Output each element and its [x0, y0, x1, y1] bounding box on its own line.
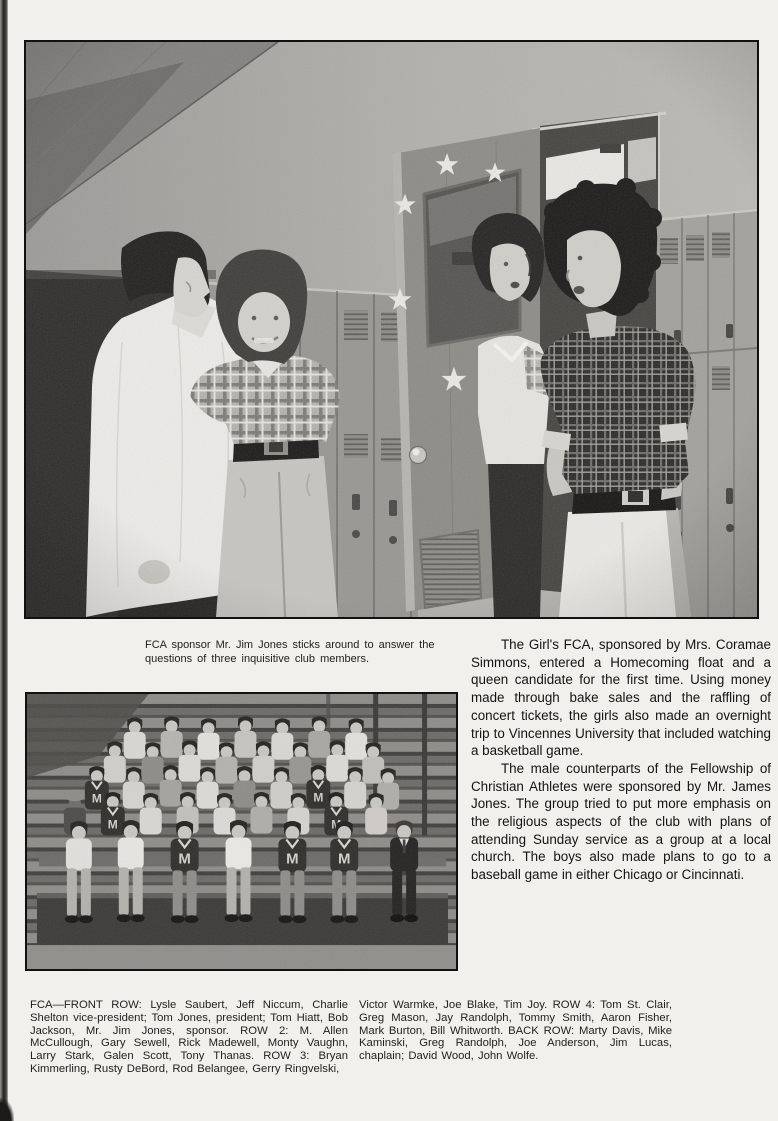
article-paragraph-boys-fca: The male counterparts of the Fellowship of Christian Athletes were sponsored by Mr. James Jones. The group tried to put more emphasis on the religious aspects of the club with plans of attending Sunday service as a group at a local church. The boys also made plans to go to a baseball game in either Chicago or Cincinnati.: [471, 760, 771, 883]
photo1-caption: [145, 639, 475, 666]
hallway-photo: [24, 40, 759, 619]
scan-edge-shadow: [0, 0, 8, 1121]
article-text: [471, 636, 771, 884]
group-photo-illustration: [27, 694, 456, 969]
photo1-caption-line1: FCA sponsor Mr. Jim Jones sticks around to answer the: [145, 639, 435, 651]
group-caption-right: Victor Warmke, Joe Blake, Tim Joy. ROW 4: Tom St. Clair, Greg Mason, Jay Randolph, Tommy Smith, Aaron Fisher, Mark Burton, Bill Whitworth. BACK ROW: Marty Davis, Mike Kaminski, Greg Randolph, Joe Anderson, Jim Lucas, chaplain; David Wood, John Wolfe.: [359, 999, 672, 1063]
group-caption-left: FCA—FRONT ROW: Lysle Saubert, Jeff Niccum, Charlie Shelton vice-president; Tom Jones, president; Tom Hiatt, Bob Jackson, Mr. Jim Jones, sponsor. ROW 2: M. Allen McCullough, Gary Sewell, Rick Madewell, Monty Vaughn, Larry Stark, Galen Scott, Tony Thanas. ROW 3: Bryan Kimmerling, Rusty DeBord, Rod Belangee, Gerry Ringvelski,: [30, 999, 348, 1075]
photo1-caption-line2: questions of three inquisitive club members.: [145, 652, 369, 665]
group-photo: [25, 692, 458, 971]
article-paragraph-girls-fca: The Girl's FCA, sponsored by Mrs. Coramae Simmons, entered a Homecoming float and a queen candidate for the first time. Using money made through bake sales and the raffling of concert tickets, the girls also made an overnight trip to Vincennes University that included watching a basketball game.: [471, 637, 771, 759]
hallway-photo-illustration: [26, 42, 757, 617]
scan-corner-blob: [0, 1098, 14, 1121]
